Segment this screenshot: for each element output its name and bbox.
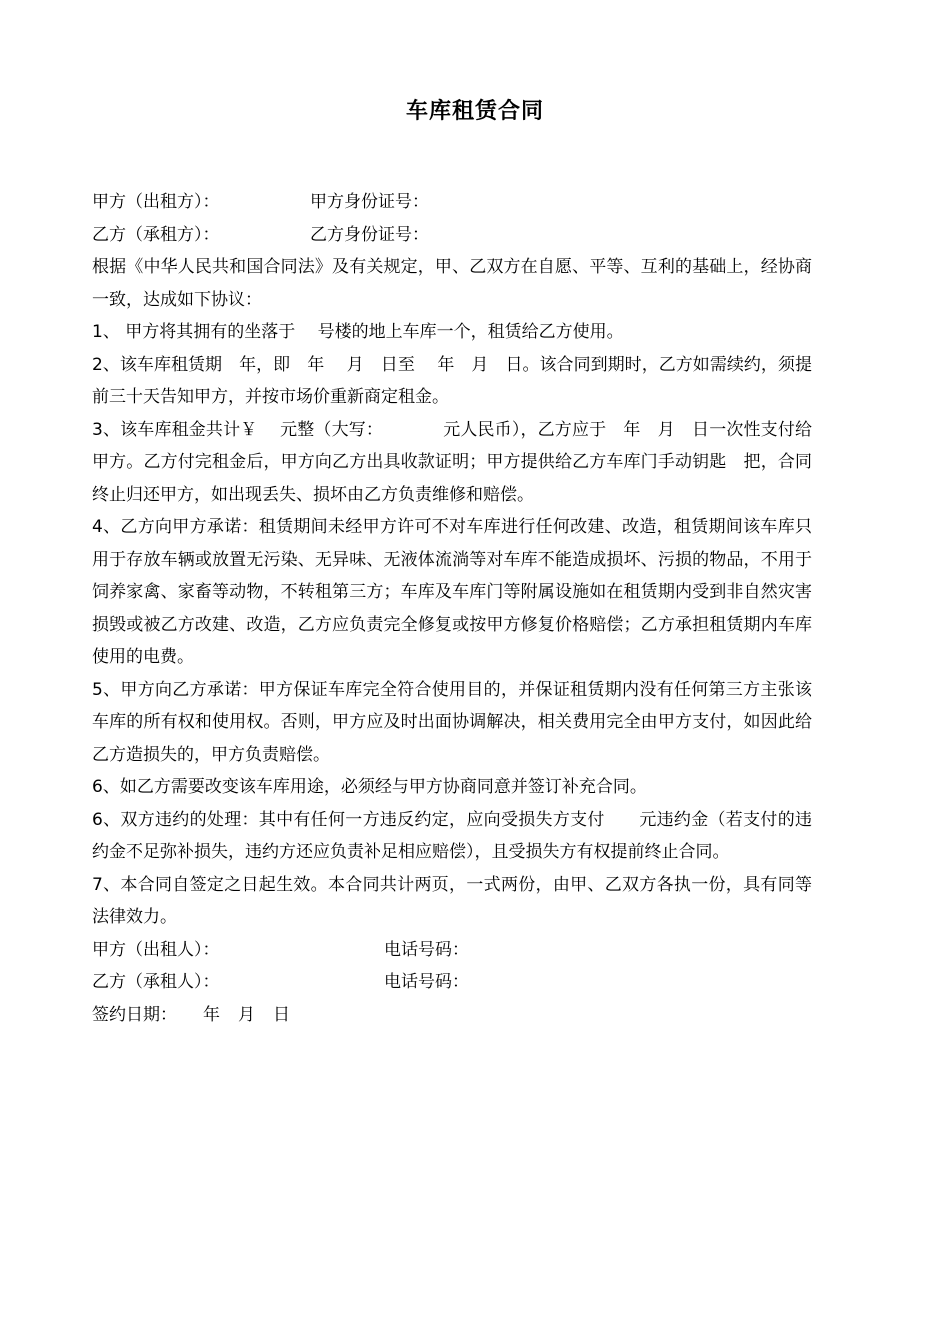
document-title: 车库租赁合同 — [405, 99, 544, 124]
intro-paragraph: 根据《中华人民共和国合同法》及有关规定，甲、乙双方在自愿、平等、互利的基础上，经协商一致，达成如下协议： — [92, 257, 812, 310]
clause-2: 2、该车库租赁期 年，即 年 月 日至 年 月 日。该合同到期时，乙方如需续约，须提前三十天告知甲方，并按市场价重新商定租金。 — [92, 354, 812, 407]
month-label: 月 — [238, 1004, 255, 1025]
clause-6-breach: 6、双方违约的处理：其中有任何一方违反约定，应向受损失方支付 元违约金（若支付的违约金不足弥补损失，违约方还应负责补足相应赔偿），且受损失方有权提前终止合同。 — [92, 809, 812, 862]
lessee-signature-row — [92, 966, 812, 999]
lessor-party-row — [92, 186, 812, 219]
signing-date-row — [92, 999, 812, 1032]
lessor-signature-label: 甲方（出租人）： — [92, 939, 220, 960]
lessor-id-label: 甲方身份证号： — [310, 192, 429, 212]
clause-7: 7、本合同自签定之日起生效。本合同共计两页，一式两份，由甲、乙双方各执一份，具有同等法律效力。 — [92, 874, 812, 927]
clause-1: 1、 甲方将其拥有的坐落于 号楼的地上车库一个，租赁给乙方使用。 — [92, 322, 624, 342]
signing-date-label: 签约日期： — [92, 1004, 177, 1025]
document-body — [92, 186, 812, 1031]
clause-4: 4、乙方向甲方承诺：租赁期间未经甲方许可不对车库进行任何改建、改造，租赁期间该车库只用于存放车辆或放置无污染、无异味、无液体流淌等对车库不能造成损坏、污损的物品，不用于饲养家禽、家畜等动物，不转租第三方；车库及车库门等附属设施如在租赁期内受到非自然灾害损毁或被乙方改建、改造，乙方应负责完全修复或按甲方修复价格赔偿；乙方承担租赁期内车库使用的电费。 — [92, 517, 812, 667]
clause-3: 3、该车库租金共计￥ 元整（大写： 元人民币），乙方应于 年 月 日一次性支付给甲方。乙方付完租金后，甲方向乙方出具收款证明；甲方提供给乙方车库门手动钥匙 把，合同终止归还甲方，如出现丢失、损坏由乙方负责维修和赔偿。 — [92, 419, 812, 505]
lessee-label: 乙方（承租方）： — [92, 224, 220, 245]
lessor-signature-row — [92, 934, 812, 967]
lessee-party-row — [92, 219, 812, 252]
clause-6-usage: 6、如乙方需要改变该车库用途，必须经与甲方协商同意并签订补充合同。 — [92, 777, 647, 797]
clause-5: 5、甲方向乙方承诺：甲方保证车库完全符合使用目的，并保证租赁期内没有任何第三方主张该车库的所有权和使用权。否则，甲方应及时出面协调解决，相关费用完全由甲方支付，如因此给乙方造损失的，甲方负责赔偿。 — [92, 679, 812, 765]
lessor-phone-label: 电话号码： — [384, 939, 469, 960]
year-label: 年 — [203, 1004, 220, 1025]
lessee-id-label: 乙方身份证号： — [310, 224, 429, 245]
lessor-label: 甲方（出租方）： — [92, 192, 220, 212]
day-label: 日 — [273, 1004, 290, 1025]
lessee-phone-label: 电话号码： — [384, 972, 469, 992]
lessee-signature-label: 乙方（承租人）： — [92, 972, 220, 992]
